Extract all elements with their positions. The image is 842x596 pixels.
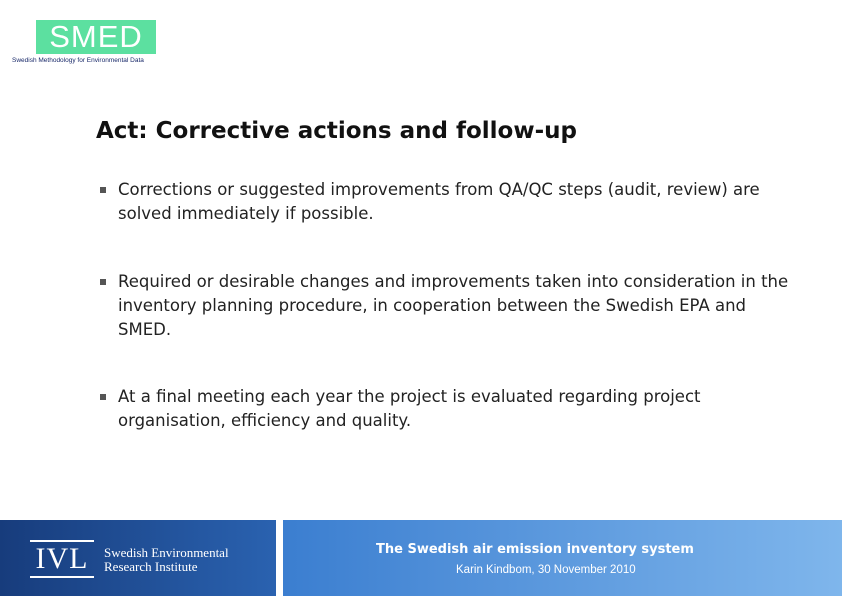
footer-info-panel [283,520,842,596]
ivl-logo-mark: IVL [30,540,94,578]
bullet-square-icon [100,187,106,193]
bullet-text: Corrections or suggested improvements from QA/QC steps (audit, review) are solved immediately if possible. [118,180,760,223]
bullet-item [100,270,790,342]
ivl-name-line2: Research Institute [104,559,198,574]
bullet-item [100,385,790,433]
slide-title: Act: Corrective actions and follow-up [96,118,577,144]
ivl-logo-panel [0,520,276,596]
smed-logo-tagline: Swedish Methodology for Environmental Data [12,57,144,64]
bullet-square-icon [100,279,106,285]
ivl-logo-name [104,546,274,574]
footer-title: The Swedish air emission inventory system [376,542,694,557]
footer-banner [0,520,842,596]
bullet-text: At a final meeting each year the project is evaluated regarding project organisation, efficiency and quality. [118,387,701,430]
smed-logo [10,18,180,68]
footer-subtitle: Karin Kindbom, 30 November 2010 [456,564,636,576]
smed-logo-mark: SMED [36,20,156,54]
ivl-name-line1: Swedish Environmental [104,545,229,560]
bullet-text: Required or desirable changes and improvements taken into consideration in the inventory planning procedure, in cooperation between the Swedish EPA and SMED. [118,272,789,339]
bullet-item [100,178,790,226]
bullet-square-icon [100,394,106,400]
